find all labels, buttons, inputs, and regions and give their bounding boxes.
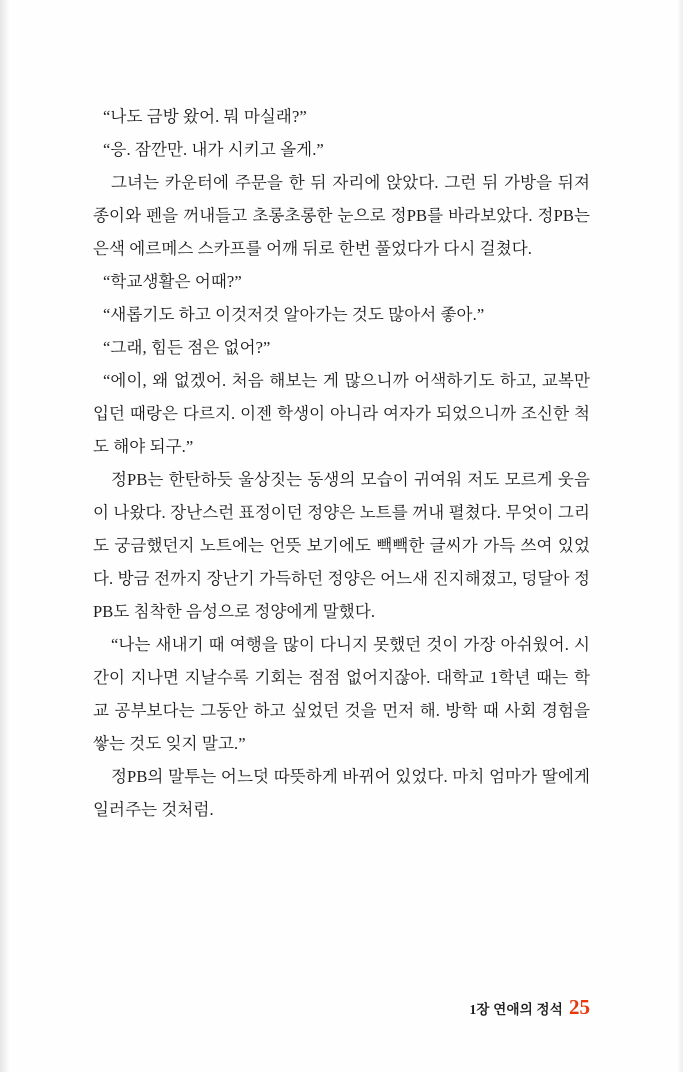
page-left-edge-shading (0, 0, 10, 1072)
page-footer (93, 995, 590, 1020)
paragraph: “나는 새내기 때 여행을 많이 다니지 못했던 것이 가장 아쉬웠어. 시간이 지나면 지날수록 기회는 점점 없어지잖아. 대학교 1학년 때는 학교 공부보다는 그동안 하고 싶었던 것을 먼저 해. 방학 때 사회 경험을 쌓는 것도 잊지 말고.” (93, 635, 590, 753)
paragraph: “나도 금방 왔어. 뭐 마실래?” (103, 107, 307, 126)
paragraph: “응. 잠깐만. 내가 시키고 올게.” (103, 140, 324, 159)
page-text-body (93, 100, 590, 826)
paragraph: 정PB의 말투는 어느덧 따뜻하게 바뀌어 있었다. 마치 엄마가 딸에게 일러주는 것처럼. (93, 767, 590, 819)
paragraph: “학교생활은 어때?” (103, 272, 242, 291)
chapter-label: 1장 연애의 정석 (469, 1002, 563, 1017)
paragraph: “그래, 힘든 점은 없어?” (103, 338, 271, 357)
page-right-edge-shading (677, 0, 683, 1072)
paragraph: “에이, 왜 없겠어. 처음 해보는 게 많으니까 어색하기도 하고, 교복만 입던 때랑은 다르지. 이젠 학생이 아니라 여자가 되었으니까 조신한 척도 해야 되구.” (93, 371, 590, 456)
paragraph: 그녀는 카운터에 주문을 한 뒤 자리에 앉았다. 그런 뒤 가방을 뒤져 종이와 펜을 꺼내들고 초롱초롱한 눈으로 정PB를 바라보았다. 정PB는 은색 에르메스 스카프를 어깨 뒤로 한번 풀었다가 다시 걸쳤다. (93, 173, 590, 258)
paragraph: 정PB는 한탄하듯 울상짓는 동생의 모습이 귀여워 저도 모르게 웃음이 나왔다. 장난스런 표정이던 정양은 노트를 꺼내 펼쳤다. 무엇이 그리도 궁금했던지 노트에는 언뜻 보기에도 빽빽한 글씨가 가득 쓰여 있었다. 방금 전까지 장난기 가득하던 정양은 어느새 진지해졌고, 덩달아 정PB도 침착한 음성으로 정양에게 말했다. (93, 470, 590, 621)
page-number: 25 (569, 995, 590, 1019)
paragraph: “새롭기도 하고 이것저것 알아가는 것도 많아서 좋아.” (103, 305, 485, 324)
